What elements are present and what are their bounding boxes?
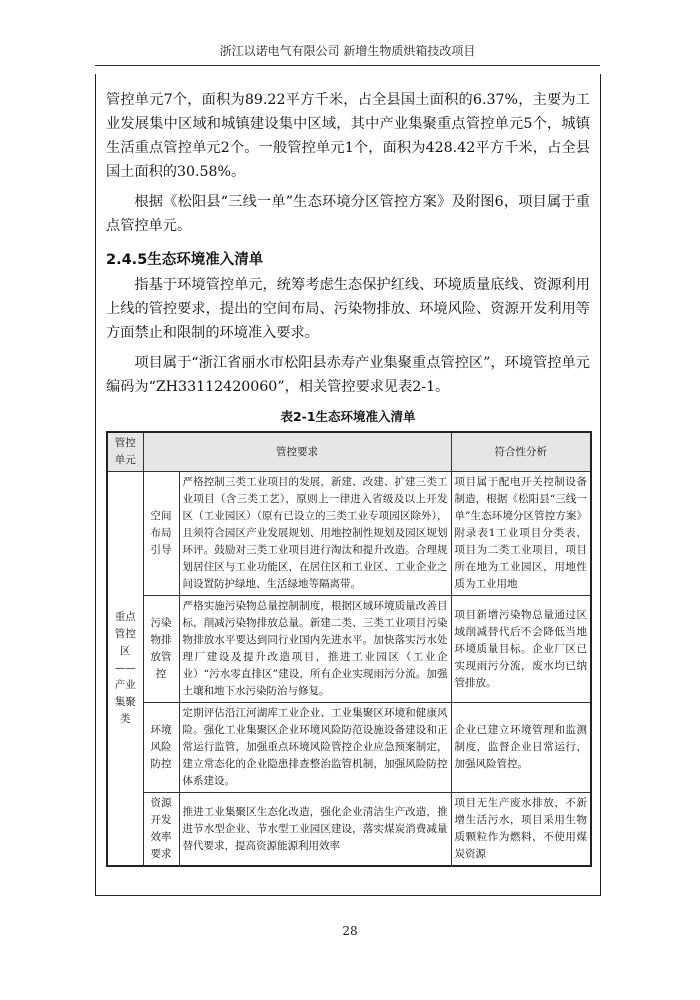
paragraph-1: 管控单元7个，面积为89.22平方千米，占全县国土面积的6.37%，主要为工业发展集中区域和城镇建设集中区域，其中产业集聚重点管控单元5个，城镇生活重点管控单元2个。一般管控单元1个，面积为428.42平方千米，占全县国土面积的30.58%。: [106, 92, 590, 180]
table-title: 表2-1生态环境准入清单: [280, 409, 416, 424]
table-header-row: [107, 432, 591, 472]
page-number: 28: [342, 924, 358, 938]
page-header: 浙江以诺电气有限公司 新增生物质烘箱技改项目: [95, 42, 600, 66]
table-row: [107, 472, 591, 596]
section-number: 2.4.5: [106, 252, 148, 268]
section-title: 生态环境准入清单: [147, 252, 264, 268]
paragraph-2: 根据《松阳县“三线一单”生态环境分区管控方案》及附图6，项目属于重点管控单元。: [106, 194, 590, 234]
category-cell: 重点管控区——产业集聚类: [107, 472, 143, 867]
row-subcategory: 环境风险防控: [143, 703, 179, 793]
row-analysis: 项目无生产废水排放，不新增生活污水，项目采用生物质颗粒作为燃料，不使用煤炭资源: [451, 793, 591, 867]
env-access-table: [106, 431, 592, 867]
header-requirement: 管控要求: [143, 432, 451, 472]
row-requirement: 严格控制三类工业项目的发展，新建、改建、扩建三类工业项目（含三类工艺），原则上一律进入省级及以上开发区（工业园区）（原有已设立的三类工业专项园区除外），且须符合园区产业发展规划、用地控制性规划及园区规划环评。鼓励对三类工业项目进行淘汰和提升改造。合理规划居住区与工业功能区，在居住区和工业区、工业企业之间设置防护绿地、生活绿地等隔离带。: [179, 472, 451, 596]
row-requirement: 严格实施污染物总量控制制度，根据区域环境质量改善目标，削减污染物排放总量。新建二类、三类工业项目污染物排放水平要达到同行业国内先进水平。加快落实污水处理厂建设及提升改造项目，推进工业园区（工业企业）“污水零直排区”建设，所有企业实现雨污分流。加强土壤和地下水污染防治与修复。: [179, 596, 451, 703]
table-row: [107, 703, 591, 793]
content-body: [96, 74, 600, 867]
paragraph-4: 项目属于“浙江省丽水市松阳县赤寿产业集聚重点管控区”，环境管控单元编码为“ZH33112420060”，相关管控要求见表2-1。: [106, 355, 590, 395]
paragraph-3: 指基于环境管控单元，统筹考虑生态保护红线、环境质量底线、资源利用上线的管控要求，提出的空间布局、污染物排放、环境风险、资源开发利用等方面禁止和限制的环境准入要求。: [106, 277, 590, 341]
header-analysis: 符合性分析: [451, 432, 591, 472]
content-frame: [95, 74, 601, 896]
row-analysis: 项目属于配电开关控制设备制造，根据《松阳县“三线一单”生态环境分区管控方案》附录表1工业项目分类表，项目为二类工业项目，项目所在地为工业园区，用地性质为工业用地: [451, 472, 591, 596]
header-unit: 管控单元: [107, 432, 143, 472]
row-analysis: 企业已建立环境管理和监测制度，监督企业日常运行，加强风险管控。: [451, 703, 591, 793]
row-subcategory: 空间布局引导: [143, 472, 179, 596]
section-heading: [106, 248, 590, 269]
row-analysis: 项目新增污染物总量通过区域削减替代后不会降低当地环境质量目标。企业厂区已实现雨污分流，废水均已纳管排放。: [451, 596, 591, 703]
row-subcategory: 资源开发效率要求: [143, 793, 179, 867]
row-requirement: 推进工业集聚区生态化改造，强化企业清洁生产改造，推进节水型企业、节水型工业园区建设，落实煤炭消费减量替代要求，提高资源能源利用效率: [179, 793, 451, 867]
table-row: [107, 596, 591, 703]
row-subcategory: 污染物排放管控: [143, 596, 179, 703]
table-row: [107, 793, 591, 867]
row-requirement: 定期评估沿江河湖库工业企业、工业集聚区环境和健康风险。强化工业集聚区企业环境风险防范设施设备建设和正常运行监管，加强重点环境风险管控企业应急预案制定，建立常态化的企业隐患排查整治监管机制，加强风险防控体系建设。: [179, 703, 451, 793]
